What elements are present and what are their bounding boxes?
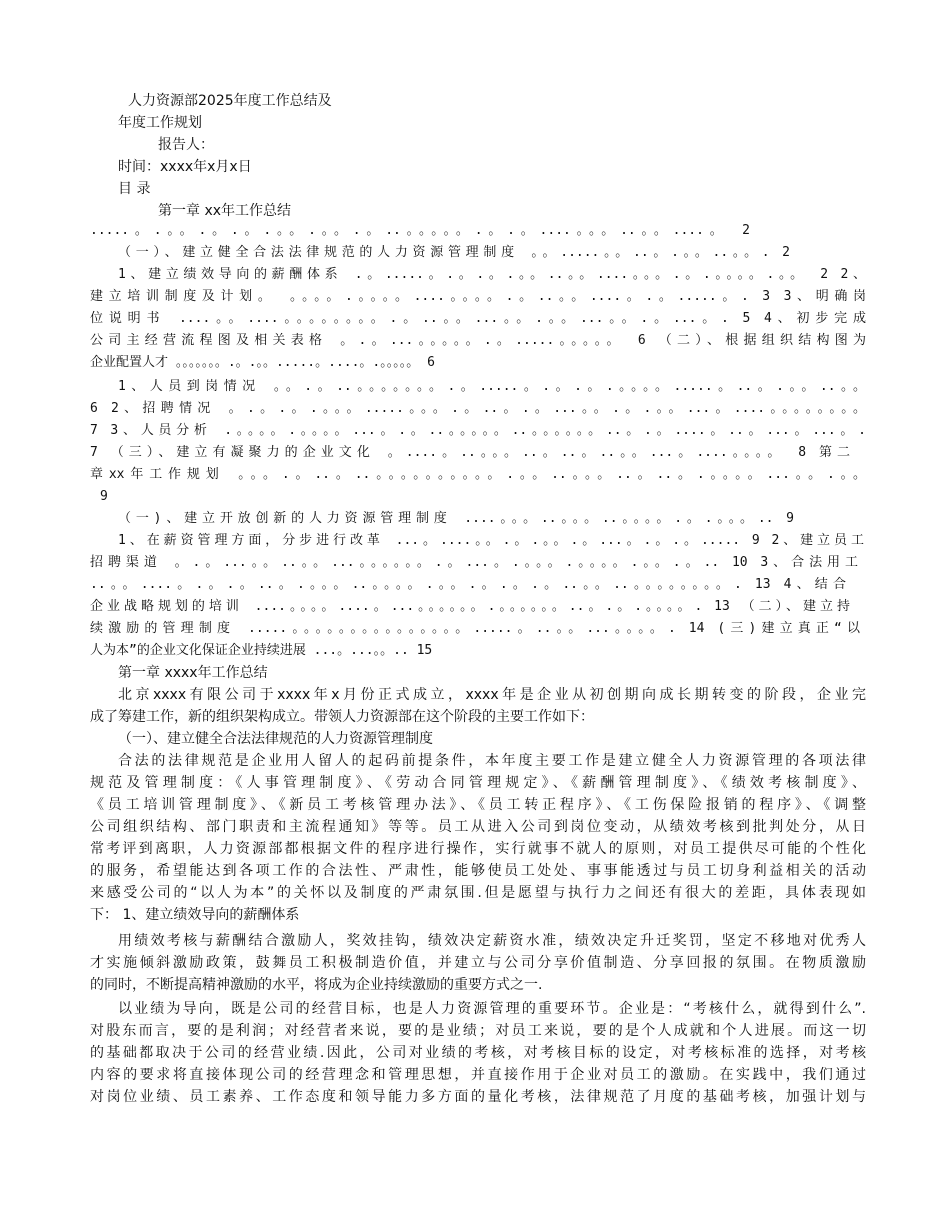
toc-line: 企业配置人才 。。。。。。。.。.。。.....。....。.。。。。。 6 [90, 355, 435, 370]
toc-line: 1、人员到岗情况 。。.。..。。。。。。。.。.....。.。.。.。。。。.....。..。.。。..。。 [118, 379, 866, 394]
toc-line: （一）、建立健全合法法律规范的人力资源管理制度 。。.....。。..。.。。..。。. 2 [118, 245, 790, 260]
toc-line: 企业战略规划的培训 ....。。。。....。...。。。。。。.。。。。。。..。.。.。。。。. 13 （二）、建立持 [90, 599, 850, 614]
body-text-line: 用绩效考核与薪酬结合激励人，奖效挂钩，绩效决定薪资水准，绩效决定升迁奖罚，坚定不移地对优秀人 [118, 933, 866, 949]
body-text-line: 规范及管理制度：《人事管理制度》、《劳动合同管理规定》、《薪酬管理制度》、《绩效考核制度》、 [90, 775, 866, 791]
body-text-line: 《员工培训管理制度》、《新员工考核管理办法》、《员工转正程序》、《工伤保险报销的程序》、《调整 [90, 797, 866, 813]
body-text-line: 合法的法律规范是企业用人留人的起码前提条件，本年度主要工作是建立健全人力资源管理的各项法律 [118, 753, 866, 769]
toc-heading: 目 录 [118, 181, 151, 197]
toc-line: .....。.。。.。.。.。。.。。.。..。。。。。.。.。....。。。..。。....。 2 [90, 223, 750, 238]
toc-line: 6 2、招聘情况 。.。.。.。。。.....。。。.。..。.。...。。.。.。。...。....。。。。。。。。 [90, 401, 866, 416]
body-text-line: 以业绩为导向，既是公司的经营目标，也是人力资源管理的重要环节。企业是：“考核什么，就得到什么”. [118, 1001, 866, 1017]
toc-line: ..。。....。.。.。..。.。。。..。。。。.。。.。.。.。..。。..。。。。。。。。. 13 4、结合 [90, 577, 846, 592]
toc-line: 7 3、人员分析 .。。。。.。。。。...。.。..。。。。。..。。。。。。..。.。....。..。...。...。. [90, 423, 866, 438]
toc-line: （一)、建立开放创新的人力资源管理制度 ....。。。..。。。..。。。。.。.。。。.. 9 [118, 511, 794, 526]
body-text-line: 来感受公司的“以人为本”的关怀以及制度的严肃氛围.但是愿望与执行力之间还有很大的差距，具体表现如 [90, 885, 866, 901]
body-text-line: 常考评到离职，人力资源部都根据文件的程序进行操作，实行就事不就人的原则，对员工提供尽可能的个性化 [90, 841, 866, 857]
body-text-line: 才实施倾斜激励政策，鼓舞员工积极制造价值，并建立与公司分享价值制造、分享回报的氛围。在物质激励 [90, 955, 866, 971]
body-text-line: 公司组织结构、部门职责和主流程通知》等等。员工从进入公司到岗位变动，从绩效考核到批判处分，从日 [90, 819, 866, 835]
body-text-line: 对股东而言，要的是利润；对经营者来说，要的是业绩；对员工来说，要的是个人成就和个人进展。而这一切 [90, 1023, 866, 1039]
toc-line: 人为本”的企业文化保证企业持续进展 ...。...。。.. 15 [90, 643, 433, 658]
toc-line: 建立培训制度及计划。 。。。。.。。。。....。。。。.。..。。....。.。.....。. 3 3、明确岗 [90, 289, 866, 304]
body-text-line: 下： 1、建立绩效导向的薪酬体系 [90, 907, 300, 923]
chapter-1-heading: 第一章 xxxx年工作总结 [118, 665, 268, 681]
body-text-line: 的基础都取决于公司的经营业绩.因此，公司对业绩的考核，对考核目标的设定，对考核标准的选择，对考核 [90, 1045, 866, 1061]
toc-line: 7 （三）、建立有凝聚力的企业文化 。....。..。。。..。..。..。。...。....。。。。 8 第二 [90, 445, 850, 460]
toc-line: 招聘渠道 。.。...。。..。。...。。。。。。.。...。.。。。.。。。。.。。.。.. 10 3、合法用工 [90, 555, 858, 570]
body-text-line: 内容的要求将直接体现公司的经营理念和管理思想，并直接作用于企业对员工的激励。在实践中，我们通过 [90, 1067, 866, 1083]
reporter-label: 报告人： [158, 137, 214, 153]
section-heading: （一）、建立健全合法法律规范的人力资源管理制度 [118, 731, 433, 747]
doc-title-line-2: 年度工作规划 [118, 115, 202, 131]
body-text-line: 的服务，希望能达到各项工作的合法性、严肃性，能够使员工处处、事事能透过与员工切身利益相关的活动 [90, 863, 866, 879]
toc-chapter-1: 第一章 xx年工作总结 [158, 203, 292, 219]
toc-line: 位说明书 ....。。....。。。。。。。。.。..。。...。。.。。...。。.。...。. 5 4、初步完成 [90, 311, 866, 326]
toc-line: 续激励的管理制度 .....。。。。。。。。。。。。。。。.....。..。。...。。。。. 14 (三)建立真正“以 [90, 621, 860, 636]
date-line: 时间：xxxx年x月x日 [118, 159, 252, 175]
toc-line: 1、在薪资管理方面，分步进行改革 ...。....。。.。.。。.。...。.。.。..... 9 2、建立员工 [118, 533, 864, 548]
toc-line: 章xx年工作规划 。。。.。..。..。。。。。。。。。。.。。..。。。..。..。.。。。。...。。.。。 [90, 467, 866, 482]
body-text-line: 对岗位业绩、员工素养、工作态度和领导能力多方面的量化考核，法律规范了月度的基础考核，加强计划与 [90, 1089, 866, 1105]
toc-line: 1、建立绩效导向的薪酬体系 .。.....。.。.。.。。..。。....。。。.。.。。。。.。。 2 2、 [118, 267, 866, 282]
body-text-line: 成了筹建工作，新的组织架构成立。带领人力资源部在这个阶段的主要工作如下： [90, 709, 594, 725]
toc-line: 公司主经营流程图及相关表格 。.。...。。。。。.。.....。。。。。 6 （二）、根据组织结构图为 [90, 333, 866, 348]
body-text-line: 北京xxxx有限公司于xxxx年x月份正式成立，xxxx年是企业从初创期向成长期转变的阶段，企业完 [118, 687, 866, 703]
body-text-line: 的同时，不断提高精神激励的水平，将成为企业持续激励的重要方式之一. [90, 977, 543, 993]
doc-title-line-1: 人力资源部2025年度工作总结及 [128, 93, 332, 109]
toc-line: 9 [100, 489, 108, 504]
